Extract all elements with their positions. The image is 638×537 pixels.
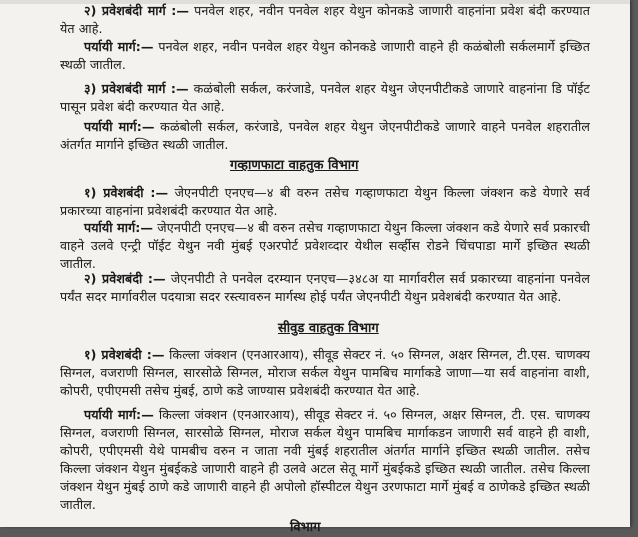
gav-2-label: २) प्रवेशबंदी :— <box>84 271 166 286</box>
heading-gavhanphata-division: गव्हाणफाटा वाहतुक विभाग <box>230 158 359 173</box>
section-2-entry-ban <box>60 2 590 38</box>
section-3-entry-ban <box>60 80 590 116</box>
section-2-alternate-route <box>60 38 590 74</box>
gav-1-label: १) प्रवेशबंदी :— <box>84 185 169 200</box>
gav-2-text: जेएनपीटी ते पनवेल दरम्यान एनएच—३४८अ या मार्गावरील सर्व प्रकारच्या वाहनांना पनवेल पर्यंत सदर मार्गावरील पदयात्रा सदर रस्त्यावरुन मार्गस्थ होई पर्यंत जेएनपीटी येथुन प्रवेशबंदी करण्यात येत आहे. <box>60 271 590 304</box>
alt-2-text: पनवेल शहर, नवीन पनवेल शहर येथुन कोनकडे जाणारी वाहने ही कळंबोली सर्कलमार्गे इच्छित स्थळी जातील. <box>60 39 590 72</box>
seawoods-1-alternate-route <box>60 406 590 514</box>
gav-alt-1-text: जेएनपीटी एनएच—४ बी वरुन तसेच गव्हाणफाटा येथुन किल्ला जंक्शन कडे येणारे सर्व प्रकारची वाहने उलवे एन्ट्री पॉईट येथुन नवी मुंबई एअरपोर्ट प्रवेशव्दार येथील सर्व्हीस रोडने चिंचपाडा मार्गे इच्छित स्थळी जातील. <box>60 220 590 271</box>
heading-seawoods-division: सीवुड वाहतुक विभाग <box>278 321 379 336</box>
gavhanphata-1-entry-ban <box>60 184 590 220</box>
sea-1-text: किल्ला जंक्शन (एनआरआय), सीवूड सेक्टर नं. ५० सिग्नल, अक्षर सिग्नल, टी.एस. चाणक्य सिग्नल, वजराणी सिग्नल, सारसोळे सिग्नल, मोराज सर्कल येथुन पामबिच मार्गाकडे जाणा—या सर्व वाहनांना वाशी, कोपरी, एपीएमसी तसेच मुंबई, ठाणे कडे जाण्यास प्रवेशबंदी करण्यात येत आहे. <box>60 347 590 398</box>
seawoods-1-entry-ban <box>60 346 590 400</box>
sea-alt-1-label: पर्यायी मार्ग:— <box>84 407 154 422</box>
gavhanphata-2-entry-ban <box>60 270 590 306</box>
section-2-text: पनवेल शहर, नवीन पनवेल शहर येथुन कोनकडे जाणारी वाहनांना प्रवेश बंदी करण्यात येत आहे. <box>60 3 590 36</box>
alt-2-label: पर्यायी मार्ग:— <box>84 39 154 54</box>
section-3-text: कळंबोली सर्कल, करंजाडे, पनवेल शहर येथुन जेएनपीटीकडे जाणारे वाहनांना डि पॉईट पासून प्रवेश बंदी करण्यात येत आहे. <box>60 81 590 114</box>
alt-3-text: कळंबोली सर्कल, करंजाडे, पनवेल शहर येथुन जेएनपीटीकडे जाणारे वाहने पनवेल शहरातील अंतर्गत मार्गाने इच्छित स्थळी जातील. <box>60 119 591 152</box>
sea-1-label: १) प्रवेशबंदी :— <box>84 347 165 362</box>
sea-alt-1-text: किल्ला जंक्शन (एनआरआय), सीवूड सेक्टर नं. ५० सिग्नल, अक्षर सिग्नल, टी. एस. चाणक्य सिग्नल, वजराणी सिग्नल, सारसोळे सिग्नल, मोराज सर्कल येथुन पामबिच मार्गाकडन जाणारी सर्व वाहने ही वाशी, कोपरी, एपीएमसी येथे पामबीच वरुन न जाता नवी मुंबई शहरातील अंतर्गत मार्गाने इच्छित स्थळी जातील. तसेच किल्ला जंक्शन येथुन मुंबईकडे जाणारी वाहने ही उलवे अटल सेतू मार्गे मुंबईकडे इच्छित स्थळी जातील. तसेच किल्ला जंक्शन येथुन मुंबई ठाणे कडे जाणारी वाहने ही अपोलो हॉस्पीटल येथुन उरणफाटा मार्गे मुंबई व ठाणेकडे इच्छित स्थळी जातील. <box>60 407 590 512</box>
section-3-label: ३) प्रवेशबंदी मार्ग :— <box>84 81 189 96</box>
gavhanphata-1-alternate-route <box>60 219 590 273</box>
gav-1-text: जेएनपीटी एनएच—४ बी वरुन तसेच गव्हाणफाटा येथुन किल्ला जंक्शन कडे येणारे सर्व प्रकारच्या वाहनांना प्रवेशबंदी करण्यात येत आहे. <box>60 185 590 218</box>
section-3-alternate-route <box>60 118 590 154</box>
alt-3-label: पर्यायी मार्ग:— <box>84 119 155 134</box>
section-2-label: २) प्रवेशबंदी मार्ग :— <box>84 3 190 18</box>
gav-alt-1-label: पर्यायी मार्ग:— <box>84 220 154 235</box>
cut-off-heading: विभाग <box>290 520 321 535</box>
